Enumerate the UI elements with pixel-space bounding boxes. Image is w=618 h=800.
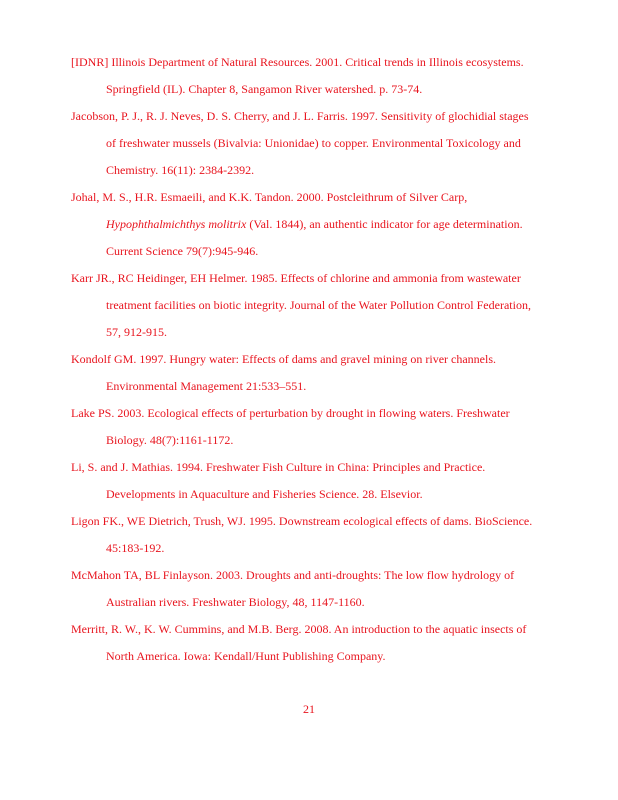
reference-entry (71, 616, 551, 670)
reference-line: Australian rivers. Freshwater Biology, 48, 1147-1160. (106, 595, 365, 609)
reference-line: Jacobson, P. J., R. J. Neves, D. S. Cherry, and J. L. Farris. 1997. Sensitivity of glochidial stages (71, 109, 529, 123)
reference-line: Li, S. and J. Mathias. 1994. Freshwater Fish Culture in China: Principles and Practice. (71, 460, 486, 474)
reference-entry (71, 562, 551, 616)
reference-line (71, 211, 551, 238)
reference-line: McMahon TA, BL Finlayson. 2003. Droughts and anti-droughts: The low flow hydrology of (71, 568, 515, 582)
reference-line: 45:183-192. (106, 541, 165, 555)
reference-entry (71, 346, 551, 400)
reference-line: Ligon FK., WE Dietrich, Trush, WJ. 1995. Downstream ecological effects of dams. BioScience. (71, 514, 533, 528)
reference-line: North America. Iowa: Kendall/Hunt Publishing Company. (106, 649, 386, 663)
reference-line: Kondolf GM. 1997. Hungry water: Effects of dams and gravel mining on river channels. (71, 352, 497, 366)
reference-line: Lake PS. 2003. Ecological effects of perturbation by drought in flowing waters. Freshwater (71, 406, 510, 420)
reference-list (71, 49, 551, 670)
page-number: 21 (303, 702, 315, 716)
reference-line: Environmental Management 21:533–551. (106, 379, 307, 393)
reference-line: Merritt, R. W., K. W. Cummins, and M.B. Berg. 2008. An introduction to the aquatic insects of (71, 622, 527, 636)
reference-line-rest: (Val. 1844), an authentic indicator for age determination. (246, 217, 523, 231)
reference-line: treatment facilities on biotic integrity. Journal of the Water Pollution Control Federation, (106, 298, 531, 312)
reference-entry (71, 184, 551, 265)
reference-entry (71, 265, 551, 346)
reference-line: Springfield (IL). Chapter 8, Sangamon River watershed. p. 73-74. (106, 82, 423, 96)
reference-entry (71, 103, 551, 184)
reference-line: Developments in Aquaculture and Fisheries Science. 28. Elsevior. (106, 487, 423, 501)
reference-line: Current Science 79(7):945-946. (106, 244, 259, 258)
reference-entry (71, 508, 551, 562)
reference-line: Biology. 48(7):1161-1172. (106, 433, 234, 447)
reference-line: Johal, M. S., H.R. Esmaeili, and K.K. Tandon. 2000. Postcleithrum of Silver Carp, (71, 190, 468, 204)
reference-entry (71, 400, 551, 454)
reference-line: of freshwater mussels (Bivalvia: Unionidae) to copper. Environmental Toxicology and (106, 136, 521, 150)
reference-line: [IDNR] Illinois Department of Natural Resources. 2001. Critical trends in Illinois ecosystems. (71, 55, 524, 69)
species-name: Hypophthalmichthys molitrix (106, 217, 247, 231)
reference-line: Karr JR., RC Heidinger, EH Helmer. 1985. Effects of chlorine and ammonia from wastewater (71, 271, 521, 285)
reference-line: Chemistry. 16(11): 2384-2392. (106, 163, 255, 177)
reference-entry (71, 49, 551, 103)
reference-entry (71, 454, 551, 508)
reference-line: 57, 912-915. (106, 325, 167, 339)
